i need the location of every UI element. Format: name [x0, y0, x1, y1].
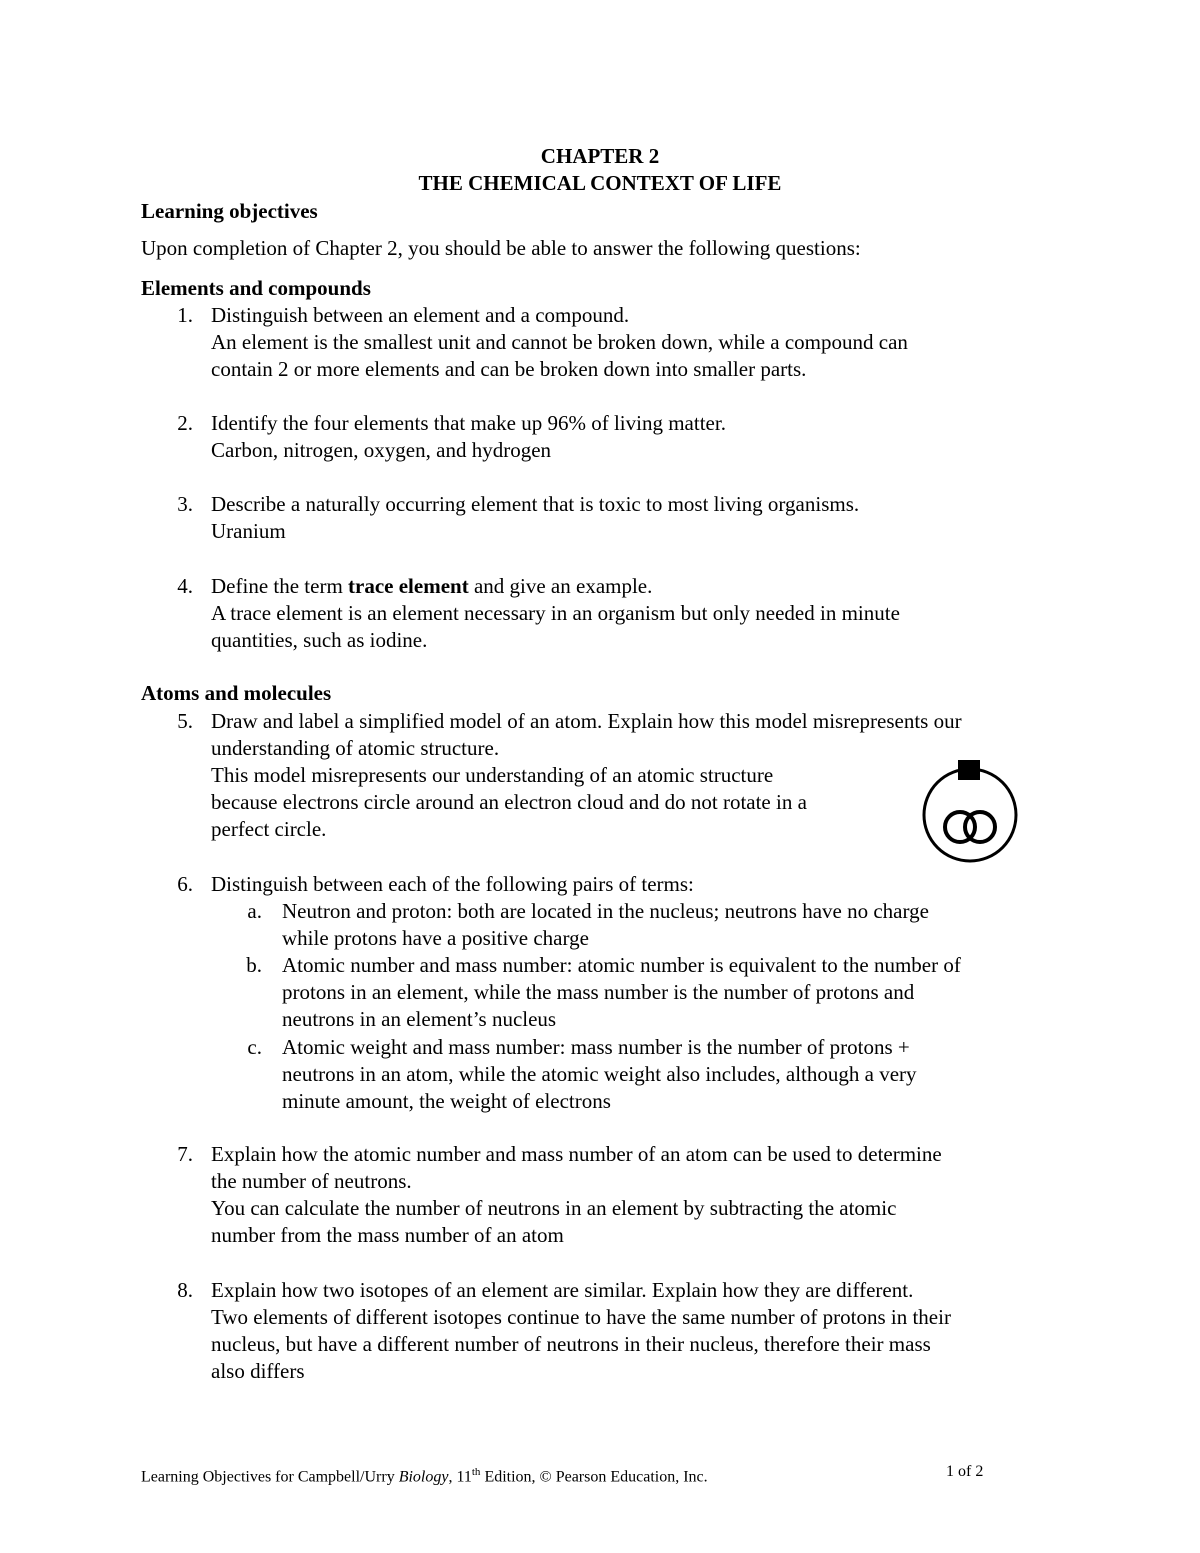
electron-square — [958, 760, 980, 780]
sub-item-a-line-1: Neutron and proton: both are located in the nucleus; neutrons have no charge — [282, 899, 929, 923]
question-5-line-1: Draw and label a simplified model of an atom. Explain how this model misrepresents our — [211, 709, 962, 733]
answer-3-line-1: Uranium — [211, 519, 286, 543]
question-number: 4. — [177, 574, 193, 598]
question-4-text — [211, 573, 652, 600]
footer-pre: Learning Objectives for Campbell/Urry — [141, 1468, 399, 1486]
answer-8-line-1: Two elements of different isotopes continue to have the same number of protons in their — [211, 1305, 951, 1329]
learning-objectives-heading: Learning objectives — [141, 199, 318, 223]
answer-4-line-2: quantities, such as iodine. — [211, 628, 428, 652]
question-2-text: Identify the four elements that make up 96% of living matter. — [211, 411, 726, 435]
footer-mid: , 11 — [448, 1468, 472, 1486]
chapter-number: CHAPTER 2 — [540, 144, 660, 168]
answer-1-line-2: contain 2 or more elements and can be broken down into smaller parts. — [211, 357, 807, 381]
question-5-line-2: understanding of atomic structure. — [211, 736, 500, 760]
sub-item-letter: c. — [247, 1035, 262, 1059]
sub-item-c-line-3: minute amount, the weight of electrons — [282, 1089, 611, 1113]
answer-7-line-1: You can calculate the number of neutrons in an element by subtracting the atomic — [211, 1196, 897, 1220]
answer-2-line-1: Carbon, nitrogen, oxygen, and hydrogen — [211, 438, 552, 462]
answer-7-line-2: number from the mass number of an atom — [211, 1223, 564, 1247]
atom-diagram — [918, 740, 1022, 864]
answer-1-line-1: An element is the smallest unit and cannot be broken down, while a compound can — [211, 330, 908, 354]
question-number: 5. — [177, 709, 193, 733]
sub-item-b-line-3: neutrons in an element’s nucleus — [282, 1007, 557, 1031]
question-number: 7. — [177, 1142, 193, 1166]
question-6-text: Distinguish between each of the following pairs of terms: — [211, 872, 694, 896]
question-number: 6. — [177, 872, 193, 896]
sub-item-letter: a. — [247, 899, 262, 923]
page-number: 1 of 2 — [946, 1463, 984, 1480]
answer-8-line-2: nucleus, but have a different number of neutrons in their nucleus, therefore their mass — [211, 1332, 931, 1356]
footer-book-title: Biology — [398, 1468, 449, 1486]
question-7-line-1: Explain how the atomic number and mass number of an atom can be used to determine — [211, 1142, 942, 1166]
answer-5-line-3: perfect circle. — [211, 817, 327, 841]
question-8-text: Explain how two isotopes of an element are similar. Explain how they are different. — [211, 1278, 914, 1302]
question-4-pre: Define the term — [211, 574, 349, 598]
section-heading-atoms: Atoms and molecules — [141, 681, 332, 705]
question-number: 2. — [177, 411, 193, 435]
footer-post: Edition, © Pearson Education, Inc. — [480, 1468, 708, 1486]
sub-item-b-line-1: Atomic number and mass number: atomic number is equivalent to the number of — [282, 953, 961, 977]
intro-text: Upon completion of Chapter 2, you should be able to answer the following questions: — [141, 236, 861, 260]
question-1-text: Distinguish between an element and a compound. — [211, 303, 630, 327]
question-4-post: and give an example. — [468, 574, 653, 598]
question-3-text: Describe a naturally occurring element that is toxic to most living organisms. — [211, 492, 860, 516]
question-number: 3. — [177, 492, 193, 516]
footer-citation — [141, 1462, 708, 1487]
sub-item-c-line-2: neutrons in an atom, while the atomic weight also includes, although a very — [282, 1062, 917, 1086]
sub-item-a-line-2: while protons have a positive charge — [282, 926, 589, 950]
nucleus-particle-right — [965, 812, 995, 842]
section-heading-elements: Elements and compounds — [141, 276, 371, 300]
answer-4-line-1: A trace element is an element necessary in an organism but only needed in minute — [211, 601, 900, 625]
answer-8-line-3: also differs — [211, 1359, 305, 1383]
sub-item-b-line-2: protons in an element, while the mass number is the number of protons and — [282, 980, 915, 1004]
trace-element-term: trace element — [348, 574, 469, 598]
question-number: 8. — [177, 1278, 193, 1302]
answer-5-line-2: because electrons circle around an electron cloud and do not rotate in a — [211, 790, 807, 814]
answer-5-line-1: This model misrepresents our understanding of an atomic structure — [211, 763, 774, 787]
question-7-line-2: the number of neutrons. — [211, 1169, 412, 1193]
chapter-title: THE CHEMICAL CONTEXT OF LIFE — [418, 171, 782, 195]
sub-item-c-line-1: Atomic weight and mass number: mass number is the number of protons + — [282, 1035, 910, 1059]
footer-sup: th — [471, 1466, 481, 1478]
question-number: 1. — [177, 303, 193, 327]
sub-item-letter: b. — [246, 953, 262, 977]
